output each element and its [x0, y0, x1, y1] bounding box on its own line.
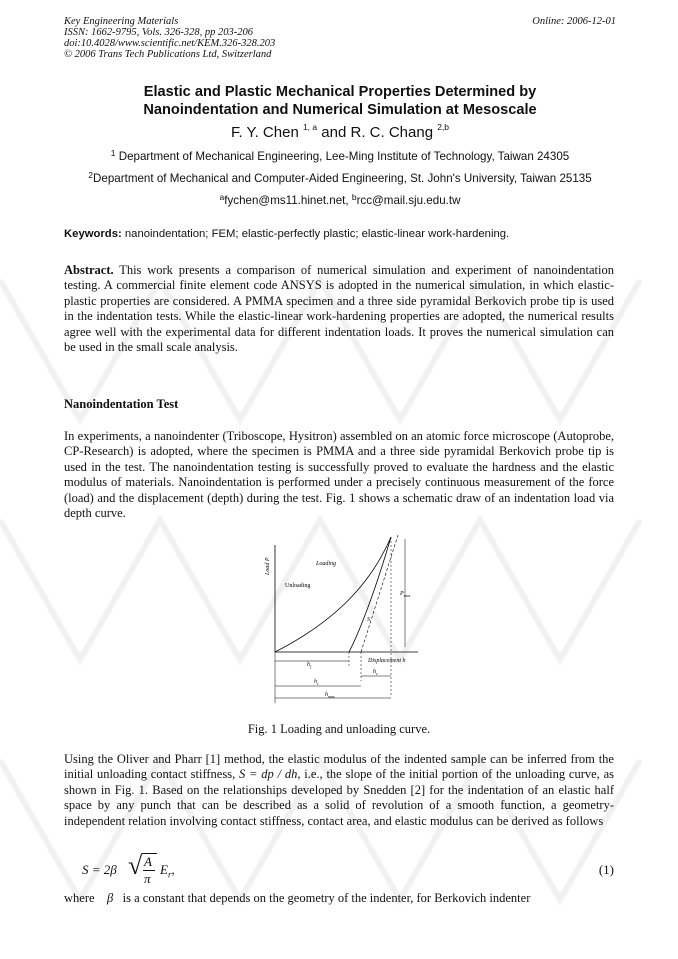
tangent-line: [361, 535, 398, 652]
where-text: is a constant that depends on the geometry of the indenter, for Berkovich indenter: [122, 891, 531, 905]
hc-label: $h_c$: [314, 679, 319, 686]
ylabel: Load P: [265, 557, 271, 575]
unloading-label: Unloading: [285, 583, 311, 589]
affiliation-1: [60, 150, 620, 163]
affiliation-2-sup: 2: [88, 170, 94, 180]
equation-denominator: π: [144, 871, 151, 886]
keywords-text: nanoindentation; FEM; elastic-perfectly plastic; elastic-linear work-hardening.: [121, 228, 510, 240]
loading-curve: [275, 537, 391, 652]
paragraph-1: In experiments, a nanoindenter (Triboscope, Hysitron) assembled on an atomic force microscope (Autoprobe, CP-Research) is adopted, where the specimen is PMMA and a three side pyramidal Berkovich probe tip is used in the test. The nanoindentation testing is successfully proved to evaluate the hardness and the elastic modulus of materials. Nanoindentation is performed under a precisely continuous measurement of the force (load) and the displacement (depth) during the test. Fig. 1 shows a schematic draw of an indentation load via depth curve.: [64, 429, 614, 521]
keywords: [64, 228, 624, 240]
emails: [60, 194, 620, 207]
where-word: where: [64, 891, 95, 905]
paragraph-2-a: Using the Oliver and Pharr [1] method, the elastic modulus of the indented sample can be inferred from the initial unloading contact stiffness,: [64, 752, 614, 782]
copyright: © 2006 Trans Tech Publications Ltd, Switzerland: [64, 49, 272, 60]
affiliation-2-text: Department of Mechanical and Computer-Aided Engineering, St. John's University, Taiwan 25135: [93, 172, 592, 185]
abstract: [64, 263, 614, 355]
equation-number: (1): [598, 862, 614, 877]
author-1: F. Y. Chen: [230, 124, 303, 141]
hmax-label: $h_{max}$: [325, 692, 335, 699]
abstract-text: This work presents a comparison of numerical simulation and experiment of nanoindentation testing. A commercial finite element code ANSYS is adopted in the numerical simulation, in which elastic-plastic properties are considered. A PMMA specimen and a three side pyramidal Berkovich probe tip is used in the indentation tests. While the elastic-linear work-hardening properties are adopted, the numerical results agree well with the experimental data for different indentation loads. It proves the numerical simulation can be used in the small scale analysis.: [64, 263, 614, 355]
email-a-sup: a: [219, 192, 225, 202]
affiliation-1-sup: 1: [110, 148, 116, 158]
author-2: and R. C. Chang: [317, 124, 438, 141]
keywords-label: Keywords:: [64, 228, 122, 240]
equation-rhs: $E_r$,: [160, 862, 175, 880]
section-heading: Nanoindentation Test: [64, 397, 179, 411]
email-b[interactable]: rcc@mail.sju.edu.tw: [356, 194, 461, 207]
paragraph-2-b: , i.e., the slope of the initial portion of the unloading curve, as shown in Fig. 1. Based on the relationships developed by Snedden [2] for the indentation of an elastic half space by any punch that can be described as a solid of revolution of a smooth function, a geometry-independent relation involving contact stiffness, contact area, and elastic modulus can be derived as follows: [64, 767, 614, 828]
stiffness-equation-inline: S = dp / dh: [239, 767, 298, 782]
email-a[interactable]: fychen@ms11.hinet.net,: [224, 194, 352, 207]
equation-1: [82, 849, 614, 887]
beta-symbol: β: [107, 891, 114, 905]
authors: [64, 124, 616, 141]
affiliation-1-text: Department of Mechanical Engineering, Lee-Ming Institute of Technology, Taiwan 24305: [115, 150, 570, 163]
author-1-sup: 1, a: [302, 122, 318, 132]
journal-name: Key Engineering Materials: [64, 16, 179, 27]
sqrt-sign: √: [128, 851, 143, 880]
stiffness-label: S: [367, 617, 370, 623]
title-line-1: Elastic and Plastic Mechanical Properties Determined by: [143, 84, 537, 100]
hf-label: $h_f$: [307, 662, 312, 669]
paragraph-2: [64, 752, 614, 829]
online-date: Online: 2006-12-01: [532, 16, 616, 27]
affiliation-2: [60, 172, 620, 185]
doi: doi:10.4028/www.scientific.net/KEM.326-328.203: [64, 38, 276, 49]
xlabel: Displacement h: [368, 658, 406, 664]
hs-label: $h_s$: [373, 669, 378, 676]
title-line-2: Nanoindentation and Numerical Simulation at Mesoscale: [143, 102, 537, 118]
where-line: [64, 891, 614, 906]
equation-numerator: A: [144, 854, 152, 869]
unloading-curve: [349, 537, 391, 652]
loading-label: Loading: [316, 561, 337, 567]
issn: ISSN: 1662-9795, Vols. 326-328, pp 203-206: [64, 27, 253, 38]
pmax-label: $P_{max}$: [400, 591, 411, 598]
figure-loading-curve: [258, 535, 428, 707]
figure-caption: Fig. 1 Loading and unloading curve.: [247, 722, 431, 736]
author-2-sup: 2,b: [437, 122, 450, 132]
paper-title: [64, 83, 616, 119]
journal-header: [64, 16, 616, 60]
abstract-label: Abstract.: [64, 263, 114, 277]
equation-lhs: S = 2β: [82, 862, 117, 877]
email-b-sup: b: [351, 192, 357, 202]
